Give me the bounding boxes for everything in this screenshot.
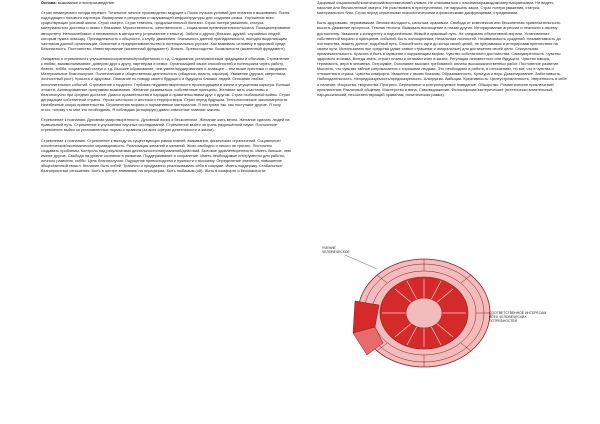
paragraph: Ожидания и стремления к улучшению/сохранению/приобретению и т.д. Следование установленным традициям и обычаям. Стремление к любви, взаимопонимание, доверию друг к другу, партнёрам и семье. Организацией своих способностей и потенциала через работу, бизнес, хобби, социальный статус и т.д. Высшее образование, чем умнее/эрудированнее и знающее – тем выше престижи и ожидания. Материальное благополучие. Политическая и общественная деятельность (общение, власть, карьера). Уважение (друзья, сверстники, личностный рост). Красота и здоровье. Описание по поводу своего будущего и будущего близких людей. Описание любых исполнительных событий. Стремление к гордости. Глубокая неудовлетворенность происходящим в жизни и упущенная карьера. Больше отчасти. Активированные программы выживания. Желание развиваться: собственные принципы. Желание жить счастливо и благополучно при средних достатке. Диалог правительства и народов и правительствами друг с другом. Страх глобальной войны. Страх деградации собственной страны. Угроза жестокого и жестокого террора мира. Страх перед будущим. Технологические закономерности. Неизбежные споры правительства. Ограничения морали и нормативные материалов. Я поступаю так, как поступают другие. Я хочу этого, потому что мне это необходимо. Я соблюдаю (игнорирую) давно известные главные законы. xyxy=(41,56,291,112)
leader-line xyxy=(345,255,377,269)
paragraph: Здоровый социальный/политический/экономический климат. Не сталкиваться с насилием/разводом/смертью/увечьями. Не видеть насилие или бесчисленные смерти. Не участвовать в преступлениях, не нарушать закон. Страх потери уважения, статуса, материального благ. Страх перед серьезными психологическими и физическими дисфункциями, страданиями. xyxy=(317,0,554,16)
paragraph: Стремление к познанию. Стремление к выходу из существующих рамок знаний, выживания, физических ограничений. Социальное/политическое/экономическое справедливость. Реализация желаний и желаний. Жить свободно и никого не трогать. Постоянно создавать проблемы. Контроль над результатами деятельности/направлений/действий. Бытовое удовлетворенность. Иметь больше, чем имеют другие. Свобода на уровне сознания в развитии. Поддерживание и сохранение. Иметь необходимые инструменты для работы, личного развития, хобби. Цель благополучия. Ощущение превосходства и нужности к высшему. Определение значения, повышение общественный смысл. Желание быть собой. Трагично и продуманно реализовывать себя в социуме. Иметь поддержку. Стабильные/благоприятные отношения. Быть в центре внимания/ на периферии. Быть любимым (ой). Жить в комфорте и безопасности. xyxy=(41,137,291,174)
figure-label-top: УЧЕНИЕ ЧЕЛОВЕЧЕСКОЕ xyxy=(322,246,350,254)
paragraph: Страх неминуемого голода пережит. Тотальное личное производство ведущее к Поиск лучших условий для питания и выживания. Поиск подходящего полового партнера. Вымирание и ресурсная и окружающей инфраструктуры для создания семьи. Улучшение всех существующих условий жизни. Страх смерти. Страх темноты, продолжительной болезни. Страх потери уважения, статуса, материального достатка и связи с близкими. Мужественность, женственность – социальная привлекательность/сила. Позиционирование авторитету. Непоколебимое и неизменное в авторитету (стремление к власти). Забота о других (близких, друзей, случайных людей, которым нужна помощь). Принадлежность к общности, к клубу, движению. Значимость данной принадлежности, выгодно выделяющим частников данной организации. Освоение и предпринимательство в потенциальных угрозах. Как выживать человеку в здоровой среде. Безопасность. Постоянство. Инвестирование (жизненный фундамент). Власть. Превосходство. Возможности (жизненный фундамент). xyxy=(41,10,291,51)
intro-heading: Основа: xyxy=(41,0,57,5)
right-text-column xyxy=(317,0,567,102)
center-circle xyxy=(406,298,442,328)
intro-heading-rest: выживание и воспроизведение. xyxy=(56,0,116,5)
left-text-column xyxy=(41,0,291,178)
needs-diagram-figure xyxy=(317,243,579,368)
needs-diagram xyxy=(317,243,579,368)
paragraph: Стремление к познанию. Духовная умиротворенность. Духовный поиск и бесконечное. Желание жить вечно. Желание сделать людей на правильный путь. Стремление к улучшению научных исследований. Стремление выйти за грань разрешённой науки. Постоянное стремление выйти за установленные нормы и правила (за всех сферах деятельности и жизни). xyxy=(41,117,290,133)
figure-label-right: СООТВЕТСТВЕННОЕ ИНТЕРЕСАМ ВСЕХ ЧЕЛОВЕЧЕСКИХ ПОТРЕБНОСТЕЙ xyxy=(489,311,547,323)
intro-paragraph xyxy=(41,0,291,5)
paragraph: Быть здоровыми, неуязвимыми. Вечная молодость, сильным, красивым. Свобода от комплексов или бесконечная привлекательность высота. Движение прогресса. Темная теснота. Вызывать восхищение в глазах других. Игнорирование агрессии и нежности к своему достоинству. Уважение к конкуренту и подчинённым. Живой и красивый путь. Не следовать объективной морали. Установление собственной морали и принципов, событий. Быть полноценным; Нечальным личностей. Независимость суждений. Незаменимость до постоянства, вижить долгие, подобный путь. Способность идти до конца своей целей, не прерываясь и игнорировав препятствия на своем пути. Использовать все средства (даже самые страшные и аморальные) для достижения своей цели. Сексуальная привлекательность. Красота и быть в гармонии с окружающим миром. Чувство собственного достоинства. Самоуверенность. Чувство здорового эгоизма. Всегда знать, строит планы и оптимистичен в жизни. Регуляция неизвестного или будущего. Чувство юмора, терпимость, вера в человека. Остроумие. Осознание высоких требований: оплаты высококачественных работ. Постоянное развитие. Мыслить, что чувство тайное соприкасается с хорошими людьми. Это необходимо в работе, в отношениях, но вот, что в чувства и отношения в страха. Чувство комфорта. Уважение к своим близким. Образованность. Культура и вкус. Доминирование. Заботливость. Наблюдательность. Непредсказуемость/предсказуемость. Альтруизм. Амбиции. Креативность. Целеустремленность. Уверенность в себе и наличии. Искусства, творчества. Прогресс. Бережливое и контролируемое поведение. Обжорство. Романтическое приключение/ приключения. Различный общение. Мастерство и вина. Самовыражение. Философские/эзотерические (эстетически влиятельный, нарциссический, несоответствующий правилам, политическая рамка). xyxy=(317,20,567,97)
